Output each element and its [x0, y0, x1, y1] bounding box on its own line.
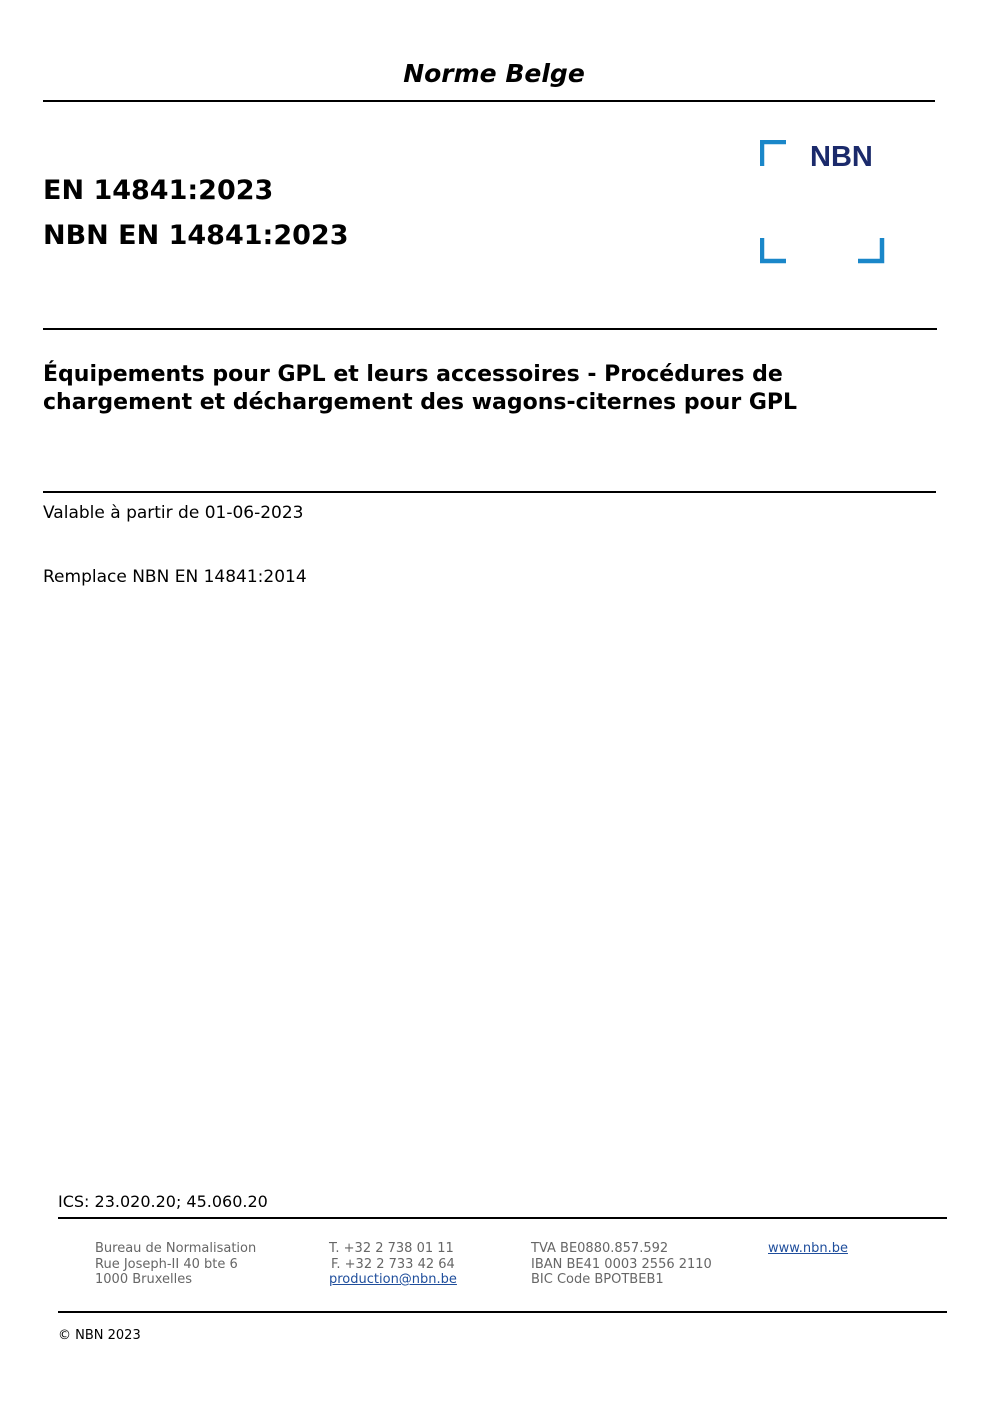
footer-address-line: Bureau de Normalisation	[95, 1241, 257, 1256]
page-header-title: Norme Belge	[403, 59, 585, 88]
nbn-logo-text: NBN	[810, 141, 873, 173]
bracket-bottom-right	[858, 238, 882, 261]
footer-email-link[interactable]: production@nbn.be	[329, 1272, 457, 1287]
replaces-standard: Remplace NBN EN 14841:2014	[43, 567, 307, 587]
header-divider	[43, 100, 935, 102]
bracket-top-left	[762, 142, 786, 166]
valid-from-date: Valable à partir de 01-06-2023	[43, 503, 304, 523]
document-title-line-2: chargement et déchargement des wagons-citernes pour GPL	[43, 390, 798, 415]
footer-vat: TVA BE0880.857.592	[531, 1241, 669, 1256]
ics-codes: ICS: 23.020.20; 45.060.20	[58, 1192, 268, 1211]
footer-address-line: 1000 Bruxelles	[95, 1272, 193, 1287]
bracket-bottom-left	[762, 238, 786, 261]
footer-phone: T. +32 2 738 01 11	[329, 1241, 454, 1256]
document-title	[43, 361, 943, 417]
nbn-logo-icon	[760, 140, 886, 264]
nbn-logo	[760, 140, 886, 264]
footer-banking	[531, 1241, 712, 1288]
en-standard-number: EN 14841:2023	[43, 175, 274, 206]
footer-bottom-divider	[58, 1311, 947, 1313]
footer-website-link[interactable]: www.nbn.be	[768, 1241, 848, 1256]
copyright-notice: © NBN 2023	[58, 1328, 141, 1343]
title-top-divider	[43, 328, 937, 330]
footer-bic: BIC Code BPOTBEB1	[531, 1272, 664, 1287]
footer-fax: F. +32 2 733 42 64	[331, 1256, 455, 1272]
nbn-standard-number: NBN EN 14841:2023	[43, 220, 349, 251]
footer-top-divider	[58, 1217, 947, 1219]
title-bottom-divider	[43, 491, 936, 493]
footer-website	[768, 1241, 848, 1257]
footer-address-line: Rue Joseph-II 40 bte 6	[95, 1256, 238, 1272]
footer-contact	[329, 1241, 457, 1288]
document-title-line-1: Équipements pour GPL et leurs accessoires - Procédures de	[43, 362, 783, 387]
footer-address	[95, 1241, 256, 1288]
footer-iban: IBAN BE41 0003 2556 2110	[531, 1256, 712, 1272]
